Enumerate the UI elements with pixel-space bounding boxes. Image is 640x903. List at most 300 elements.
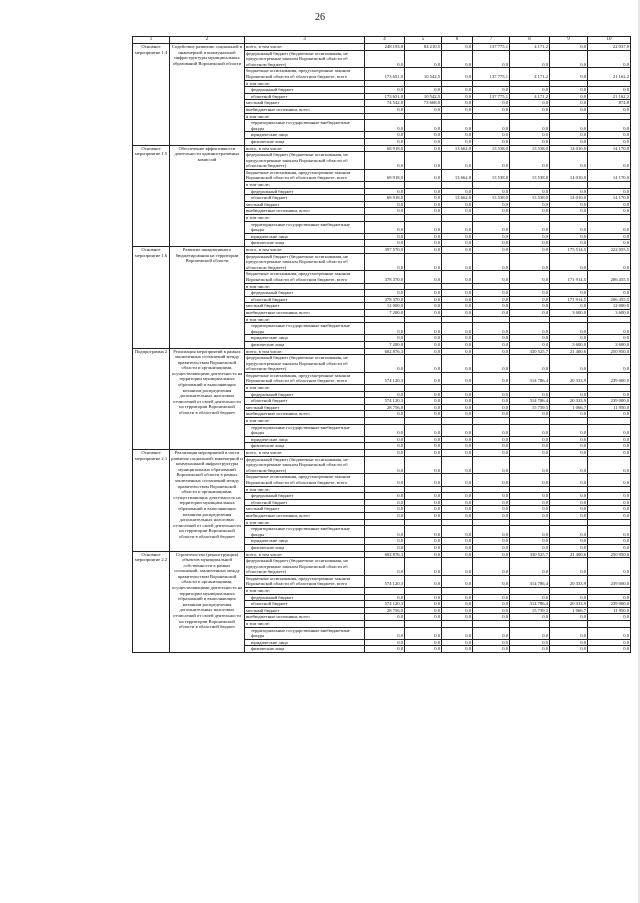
funding-source-cell: бюджетные ассигнования, предусмотренные законом Воронежской области об областном бюджете, всего bbox=[245, 372, 365, 384]
amount-cell: 0,0 bbox=[473, 201, 510, 208]
funding-source-cell: в том числе: bbox=[245, 283, 365, 290]
amount-cell: 0,0 bbox=[442, 575, 473, 587]
amount-cell: 13 662,0 bbox=[442, 169, 473, 181]
amount-cell: 0,0 bbox=[442, 233, 473, 240]
amount-cell: 0,0 bbox=[405, 506, 442, 513]
funding-source-cell: внебюджетные источники, всего bbox=[245, 208, 365, 215]
amount-cell: 0,0 bbox=[550, 544, 588, 551]
program-title-cell: Реализация мероприятий в рамках заключенных соглашений между правительством Воронежской области и организациями, осуществляющими деятельность на территории муниципальных образований и выполняющих механизм распределения дополнительных налоговых отчислений от своей деятельности на территории Воронежской области в областной бюджет bbox=[170, 348, 245, 450]
amount-cell: 0,0 bbox=[588, 538, 631, 545]
amount-cell: 0,0 bbox=[550, 152, 588, 170]
amount-cell: 3 600,0 bbox=[588, 341, 631, 348]
amount-cell: 0,0 bbox=[550, 526, 588, 538]
amount-cell: 0,0 bbox=[510, 50, 550, 68]
amount-cell: 0,0 bbox=[588, 253, 631, 271]
amount-cell: 0,0 bbox=[588, 201, 631, 208]
amount-cell: 0,0 bbox=[510, 120, 550, 132]
amount-cell: 0,0 bbox=[588, 87, 631, 94]
amount-cell bbox=[365, 588, 405, 595]
amount-cell: 0,0 bbox=[442, 355, 473, 373]
amount-cell: 0,0 bbox=[365, 424, 405, 436]
amount-cell: 0,0 bbox=[405, 201, 442, 208]
funding-source-cell: физические лица bbox=[245, 240, 365, 247]
funding-source-cell: внебюджетные источники, всего bbox=[245, 614, 365, 621]
amount-cell: 0,0 bbox=[473, 558, 510, 576]
amount-cell: 0,0 bbox=[365, 221, 405, 233]
amount-cell: 0,0 bbox=[405, 303, 442, 310]
amount-cell: 0,0 bbox=[405, 341, 442, 348]
amount-cell bbox=[473, 418, 510, 425]
amount-cell: 0,0 bbox=[442, 551, 473, 558]
amount-cell: 0,0 bbox=[442, 152, 473, 170]
amount-cell: 0,0 bbox=[405, 145, 442, 152]
amount-cell bbox=[405, 385, 442, 392]
amount-cell: 0,0 bbox=[473, 646, 510, 653]
amount-cell: 0,0 bbox=[442, 436, 473, 443]
amount-cell bbox=[473, 182, 510, 189]
amount-cell: 0,0 bbox=[588, 106, 631, 113]
amount-cell: 0,0 bbox=[442, 303, 473, 310]
amount-cell: 0,0 bbox=[550, 646, 588, 653]
amount-cell: 0,0 bbox=[365, 138, 405, 145]
amount-cell: 28 756,0 bbox=[365, 607, 405, 614]
program-title-cell: Содействие развитию социальной и инженерной и коммунальной инфраструктуры муниципальных образований Воронежской области bbox=[170, 44, 245, 146]
funding-source-cell: в том числе: bbox=[245, 385, 365, 392]
amount-cell: 13 538,0 bbox=[510, 145, 550, 152]
amount-cell: 0,0 bbox=[442, 271, 473, 283]
amount-cell: 0,0 bbox=[550, 201, 588, 208]
amount-cell: 0,0 bbox=[473, 341, 510, 348]
amount-cell: 0,0 bbox=[442, 87, 473, 94]
amount-cell bbox=[588, 283, 631, 290]
amount-cell: 0,0 bbox=[405, 372, 442, 384]
amount-cell bbox=[365, 283, 405, 290]
amount-cell: 0,0 bbox=[405, 526, 442, 538]
amount-cell: 7 200,0 bbox=[365, 341, 405, 348]
amount-cell: 0,0 bbox=[442, 120, 473, 132]
amount-cell: 0,0 bbox=[365, 240, 405, 247]
amount-cell: 378 370,0 bbox=[365, 296, 405, 303]
amount-cell: 0,0 bbox=[405, 50, 442, 68]
amount-cell: 0,0 bbox=[405, 646, 442, 653]
amount-cell: 0,0 bbox=[510, 106, 550, 113]
amount-cell: 0,0 bbox=[442, 296, 473, 303]
amount-cell: 0,0 bbox=[510, 253, 550, 271]
amount-cell: 874,8 bbox=[588, 100, 631, 107]
amount-cell: 10 542,5 bbox=[405, 68, 442, 80]
amount-cell: 0,0 bbox=[405, 551, 442, 558]
amount-cell: 0,0 bbox=[550, 68, 588, 80]
amount-cell: 13 538,0 bbox=[473, 145, 510, 152]
amount-cell: 0,0 bbox=[405, 247, 442, 254]
funding-source-cell: федеральный бюджет (бюджетные ассигнования, не предусмотренные законом Воронежской области об областном бюджете) bbox=[245, 456, 365, 474]
amount-cell: 0,0 bbox=[588, 474, 631, 486]
amount-cell bbox=[510, 519, 550, 526]
amount-cell: 0,0 bbox=[365, 290, 405, 297]
table-row bbox=[133, 348, 631, 355]
amount-cell: 0,0 bbox=[473, 526, 510, 538]
amount-cell: 0,0 bbox=[473, 106, 510, 113]
amount-cell: 171 914,5 bbox=[550, 271, 588, 283]
amount-cell bbox=[588, 215, 631, 222]
amount-cell bbox=[365, 316, 405, 323]
funding-source-cell: юридические лица bbox=[245, 639, 365, 646]
amount-cell: 0,0 bbox=[473, 601, 510, 608]
amount-cell bbox=[442, 621, 473, 628]
amount-cell bbox=[405, 215, 442, 222]
amount-cell: 15 739,3 bbox=[510, 607, 550, 614]
amount-cell bbox=[550, 283, 588, 290]
amount-cell: 0,0 bbox=[442, 309, 473, 316]
amount-cell: 0,0 bbox=[588, 450, 631, 457]
amount-cell: 0,0 bbox=[510, 639, 550, 646]
amount-cell: 0,0 bbox=[365, 208, 405, 215]
amount-cell: 0,0 bbox=[365, 391, 405, 398]
amount-cell: 0,0 bbox=[510, 290, 550, 297]
amount-cell: 7 200,0 bbox=[365, 309, 405, 316]
amount-cell: 0,0 bbox=[473, 391, 510, 398]
amount-cell bbox=[550, 588, 588, 595]
amount-cell: 0,0 bbox=[550, 233, 588, 240]
amount-cell: 0,0 bbox=[510, 355, 550, 373]
amount-cell bbox=[588, 80, 631, 87]
amount-cell bbox=[365, 418, 405, 425]
amount-cell bbox=[473, 588, 510, 595]
amount-cell: 0,0 bbox=[405, 474, 442, 486]
funding-source-cell: в том числе: bbox=[245, 418, 365, 425]
amount-cell bbox=[510, 182, 550, 189]
amount-cell: 0,0 bbox=[588, 290, 631, 297]
amount-cell: 0,0 bbox=[442, 335, 473, 342]
amount-cell: 0,0 bbox=[550, 120, 588, 132]
amount-cell: 0,0 bbox=[442, 456, 473, 474]
amount-cell: 0,0 bbox=[442, 639, 473, 646]
amount-cell: 0,0 bbox=[588, 614, 631, 621]
amount-cell: 0,0 bbox=[442, 348, 473, 355]
amount-cell: 0,0 bbox=[365, 627, 405, 639]
amount-cell: 0,0 bbox=[588, 240, 631, 247]
amount-cell: 0,0 bbox=[510, 247, 550, 254]
budget-table bbox=[132, 36, 631, 653]
amount-cell: 0,0 bbox=[365, 538, 405, 545]
amount-cell: 137 775,1 bbox=[473, 44, 510, 51]
amount-cell: 14 170,0 bbox=[588, 169, 631, 181]
amount-cell: 0,0 bbox=[473, 253, 510, 271]
table-row bbox=[133, 247, 631, 254]
amount-cell bbox=[365, 113, 405, 120]
amount-cell: 0,0 bbox=[442, 253, 473, 271]
amount-cell bbox=[365, 215, 405, 222]
amount-cell: 0,0 bbox=[473, 372, 510, 384]
amount-cell: 0,0 bbox=[510, 208, 550, 215]
amount-cell: 0,0 bbox=[405, 544, 442, 551]
amount-cell: 0,0 bbox=[510, 271, 550, 283]
amount-cell: 0,0 bbox=[588, 208, 631, 215]
amount-cell: 11 950,0 bbox=[588, 607, 631, 614]
amount-cell: 0,0 bbox=[405, 120, 442, 132]
amount-cell: 0,0 bbox=[550, 558, 588, 576]
amount-cell bbox=[473, 519, 510, 526]
amount-cell: 0,0 bbox=[510, 132, 550, 139]
amount-cell: 0,0 bbox=[405, 575, 442, 587]
amount-cell: 13 538,0 bbox=[473, 195, 510, 202]
amount-cell: 0,0 bbox=[550, 627, 588, 639]
amount-cell: 0,0 bbox=[588, 512, 631, 519]
amount-cell: 0,0 bbox=[550, 335, 588, 342]
amount-cell: 0,0 bbox=[510, 526, 550, 538]
amount-cell: 0,0 bbox=[365, 474, 405, 486]
amount-cell bbox=[442, 283, 473, 290]
amount-cell: 0,0 bbox=[473, 309, 510, 316]
amount-cell bbox=[365, 385, 405, 392]
amount-cell: 0,0 bbox=[442, 493, 473, 500]
amount-cell: 0,0 bbox=[510, 512, 550, 519]
amount-cell: 0,0 bbox=[365, 335, 405, 342]
amount-cell: 0,0 bbox=[550, 493, 588, 500]
amount-cell bbox=[365, 486, 405, 493]
amount-cell bbox=[442, 385, 473, 392]
funding-source-cell: федеральный бюджет bbox=[245, 87, 365, 94]
funding-source-cell: федеральный бюджет bbox=[245, 493, 365, 500]
amount-cell: 0,0 bbox=[442, 208, 473, 215]
funding-source-cell: областной бюджет bbox=[245, 195, 365, 202]
amount-cell: 0,0 bbox=[550, 639, 588, 646]
amount-cell: 0,0 bbox=[510, 240, 550, 247]
amount-cell: 0,0 bbox=[473, 233, 510, 240]
funding-source-cell: юридические лица bbox=[245, 233, 365, 240]
funding-source-cell: территориальные государственные внебюджетные фонды bbox=[245, 120, 365, 132]
amount-cell: 0,0 bbox=[442, 341, 473, 348]
amount-cell: 0,0 bbox=[405, 323, 442, 335]
amount-cell: 0,0 bbox=[405, 355, 442, 373]
amount-cell bbox=[588, 519, 631, 526]
amount-cell: 206 455,5 bbox=[588, 271, 631, 283]
amount-cell: 73 668,0 bbox=[405, 100, 442, 107]
amount-cell bbox=[510, 588, 550, 595]
amount-cell bbox=[405, 486, 442, 493]
amount-cell: 14 010,0 bbox=[550, 195, 588, 202]
funding-source-cell: территориальные государственные внебюджетные фонды bbox=[245, 627, 365, 639]
amount-cell: 0,0 bbox=[405, 233, 442, 240]
amount-cell: 0,0 bbox=[442, 132, 473, 139]
amount-cell: 0,0 bbox=[405, 499, 442, 506]
amount-cell: 68 918,0 bbox=[365, 145, 405, 152]
amount-cell: 0,0 bbox=[550, 87, 588, 94]
amount-cell: 0,0 bbox=[365, 506, 405, 513]
amount-cell: 0,0 bbox=[405, 512, 442, 519]
header-row bbox=[133, 37, 631, 44]
amount-cell bbox=[550, 519, 588, 526]
amount-cell: 314 786,4 bbox=[510, 372, 550, 384]
amount-cell: 0,0 bbox=[405, 152, 442, 170]
amount-cell: 0,0 bbox=[442, 93, 473, 100]
amount-cell: 0,0 bbox=[405, 195, 442, 202]
amount-cell bbox=[588, 182, 631, 189]
amount-cell: 314 786,4 bbox=[510, 601, 550, 608]
funding-source-cell: внебюджетные источники, всего bbox=[245, 512, 365, 519]
amount-cell: 0,0 bbox=[550, 208, 588, 215]
amount-cell bbox=[365, 80, 405, 87]
amount-cell: 602 876,3 bbox=[365, 551, 405, 558]
amount-cell bbox=[550, 182, 588, 189]
amount-cell: 0,0 bbox=[473, 443, 510, 450]
amount-cell: 0,0 bbox=[405, 424, 442, 436]
amount-cell: 0,0 bbox=[405, 309, 442, 316]
amount-cell: 0,0 bbox=[473, 639, 510, 646]
amount-cell: 0,0 bbox=[442, 474, 473, 486]
amount-cell: 0,0 bbox=[442, 44, 473, 51]
amount-cell: 0,0 bbox=[473, 290, 510, 297]
amount-cell: 0,0 bbox=[550, 443, 588, 450]
amount-cell: 0,0 bbox=[588, 335, 631, 342]
amount-cell: 0,0 bbox=[405, 607, 442, 614]
amount-cell: 0,0 bbox=[550, 450, 588, 457]
amount-cell: 0,0 bbox=[510, 594, 550, 601]
amount-cell bbox=[405, 588, 442, 595]
amount-cell: 0,0 bbox=[365, 450, 405, 457]
amount-cell: 0,0 bbox=[365, 253, 405, 271]
amount-cell: 68 918,0 bbox=[365, 169, 405, 181]
amount-cell: 0,0 bbox=[442, 627, 473, 639]
amount-cell: 0,0 bbox=[365, 120, 405, 132]
amount-cell: 0,0 bbox=[510, 309, 550, 316]
amount-cell: 0,0 bbox=[550, 436, 588, 443]
amount-cell: 0,0 bbox=[510, 450, 550, 457]
amount-cell: 0,0 bbox=[588, 443, 631, 450]
amount-cell: 0,0 bbox=[473, 424, 510, 436]
funding-source-cell: местный бюджет bbox=[245, 100, 365, 107]
amount-cell: 0,0 bbox=[550, 391, 588, 398]
amount-cell: 0,0 bbox=[588, 506, 631, 513]
amount-cell: 314 786,4 bbox=[510, 398, 550, 405]
amount-cell: 0,0 bbox=[510, 341, 550, 348]
amount-cell: 0,0 bbox=[442, 607, 473, 614]
amount-cell: 0,0 bbox=[473, 132, 510, 139]
amount-cell bbox=[442, 588, 473, 595]
amount-cell bbox=[473, 316, 510, 323]
funding-source-cell: в том числе: bbox=[245, 80, 365, 87]
amount-cell: 239 000,0 bbox=[588, 372, 631, 384]
amount-cell bbox=[510, 215, 550, 222]
amount-cell: 239 000,0 bbox=[588, 398, 631, 405]
amount-cell: 0,0 bbox=[365, 456, 405, 474]
amount-cell: 0,0 bbox=[442, 450, 473, 457]
funding-source-cell: федеральный бюджет (бюджетные ассигнования, не предусмотренные законом Воронежской области об областном бюджете) bbox=[245, 558, 365, 576]
amount-cell: 0,0 bbox=[473, 404, 510, 411]
amount-cell: 175 514,5 bbox=[550, 247, 588, 254]
amount-cell: 0,0 bbox=[550, 50, 588, 68]
amount-cell: 0,0 bbox=[473, 138, 510, 145]
funding-source-cell: юридические лица bbox=[245, 132, 365, 139]
amount-cell: 0,0 bbox=[405, 627, 442, 639]
amount-cell: 0,0 bbox=[473, 499, 510, 506]
funding-source-cell: всего, в том числе: bbox=[245, 551, 365, 558]
amount-cell: 0,0 bbox=[405, 335, 442, 342]
amount-cell: 0,0 bbox=[510, 323, 550, 335]
amount-cell: 378 370,0 bbox=[365, 271, 405, 283]
amount-cell: 0,0 bbox=[550, 221, 588, 233]
amount-cell: 21 162,2 bbox=[588, 93, 631, 100]
amount-cell: 74 542,8 bbox=[365, 100, 405, 107]
amount-cell: 0,0 bbox=[365, 639, 405, 646]
funding-source-cell: федеральный бюджет (бюджетные ассигнования, не предусмотренные законом Воронежской области об областном бюджете) bbox=[245, 355, 365, 373]
amount-cell: 137 775,1 bbox=[473, 93, 510, 100]
amount-cell: 397 570,0 bbox=[365, 247, 405, 254]
amount-cell bbox=[405, 519, 442, 526]
budget-table-container bbox=[132, 36, 630, 653]
header-cell: 1 bbox=[133, 37, 170, 44]
amount-cell: 12 000,0 bbox=[365, 303, 405, 310]
funding-source-cell: юридические лица bbox=[245, 335, 365, 342]
amount-cell: 0,0 bbox=[405, 493, 442, 500]
amount-cell: 0,0 bbox=[405, 208, 442, 215]
amount-cell: 0,0 bbox=[473, 594, 510, 601]
amount-cell: 0,0 bbox=[365, 594, 405, 601]
funding-source-cell: юридические лица bbox=[245, 436, 365, 443]
amount-cell: 0,0 bbox=[473, 208, 510, 215]
amount-cell: 0,0 bbox=[510, 221, 550, 233]
amount-cell: 0,0 bbox=[510, 443, 550, 450]
amount-cell: 0,0 bbox=[442, 646, 473, 653]
amount-cell: 0,0 bbox=[405, 391, 442, 398]
amount-cell: 0,0 bbox=[550, 253, 588, 271]
amount-cell: 0,0 bbox=[405, 138, 442, 145]
amount-cell: 0,0 bbox=[442, 404, 473, 411]
funding-source-cell: в том числе: bbox=[245, 621, 365, 628]
amount-cell: 0,0 bbox=[442, 391, 473, 398]
amount-cell: 574 120,3 bbox=[365, 575, 405, 587]
amount-cell: 0,0 bbox=[442, 290, 473, 297]
amount-cell: 0,0 bbox=[473, 456, 510, 474]
amount-cell bbox=[550, 621, 588, 628]
amount-cell: 0,0 bbox=[510, 100, 550, 107]
amount-cell: 0,0 bbox=[473, 303, 510, 310]
amount-cell: 574 120,3 bbox=[365, 372, 405, 384]
amount-cell: 0,0 bbox=[473, 450, 510, 457]
amount-cell: 0,0 bbox=[442, 544, 473, 551]
funding-source-cell: всего, в том числе: bbox=[245, 44, 365, 51]
amount-cell: 0,0 bbox=[473, 247, 510, 254]
amount-cell bbox=[550, 418, 588, 425]
amount-cell bbox=[588, 486, 631, 493]
funding-source-cell: всего, в том числе: bbox=[245, 145, 365, 152]
amount-cell: 0,0 bbox=[473, 436, 510, 443]
amount-cell: 0,0 bbox=[550, 106, 588, 113]
header-cell: 5 bbox=[405, 37, 442, 44]
amount-cell: 173 651,0 bbox=[365, 68, 405, 80]
amount-cell: 0,0 bbox=[588, 456, 631, 474]
amount-cell: 0,0 bbox=[365, 493, 405, 500]
amount-cell: 0,0 bbox=[473, 493, 510, 500]
amount-cell: 0,0 bbox=[473, 575, 510, 587]
funding-source-cell: физические лица bbox=[245, 341, 365, 348]
amount-cell: 21 162,2 bbox=[588, 68, 631, 80]
funding-source-cell: внебюджетные источники, всего bbox=[245, 106, 365, 113]
amount-cell: 0,0 bbox=[588, 627, 631, 639]
amount-cell bbox=[510, 486, 550, 493]
funding-source-cell: бюджетные ассигнования, предусмотренные законом Воронежской области об областном бюджете, всего bbox=[245, 68, 365, 80]
amount-cell: 0,0 bbox=[550, 594, 588, 601]
amount-cell: 250 950,0 bbox=[588, 348, 631, 355]
amount-cell: 0,0 bbox=[510, 506, 550, 513]
amount-cell: 0,0 bbox=[405, 443, 442, 450]
amount-cell: 0,0 bbox=[588, 436, 631, 443]
amount-cell: 4 171,2 bbox=[510, 93, 550, 100]
program-title-cell: Реализация мероприятий в части развития социальной, инженерной и коммунальной инфраструктуры муниципальных образований Воронежской области в рамках заключенных соглашений между правительством Воронежской области и организациями, осуществляющих деятельность на территории муниципальных образований и выполняющих механизм распределения дополнительных налоговых отчислений от своей деятельности на территории Воронежской области в областной бюджет bbox=[170, 450, 245, 552]
amount-cell: 0,0 bbox=[550, 355, 588, 373]
amount-cell: 0,0 bbox=[442, 323, 473, 335]
amount-cell bbox=[550, 316, 588, 323]
